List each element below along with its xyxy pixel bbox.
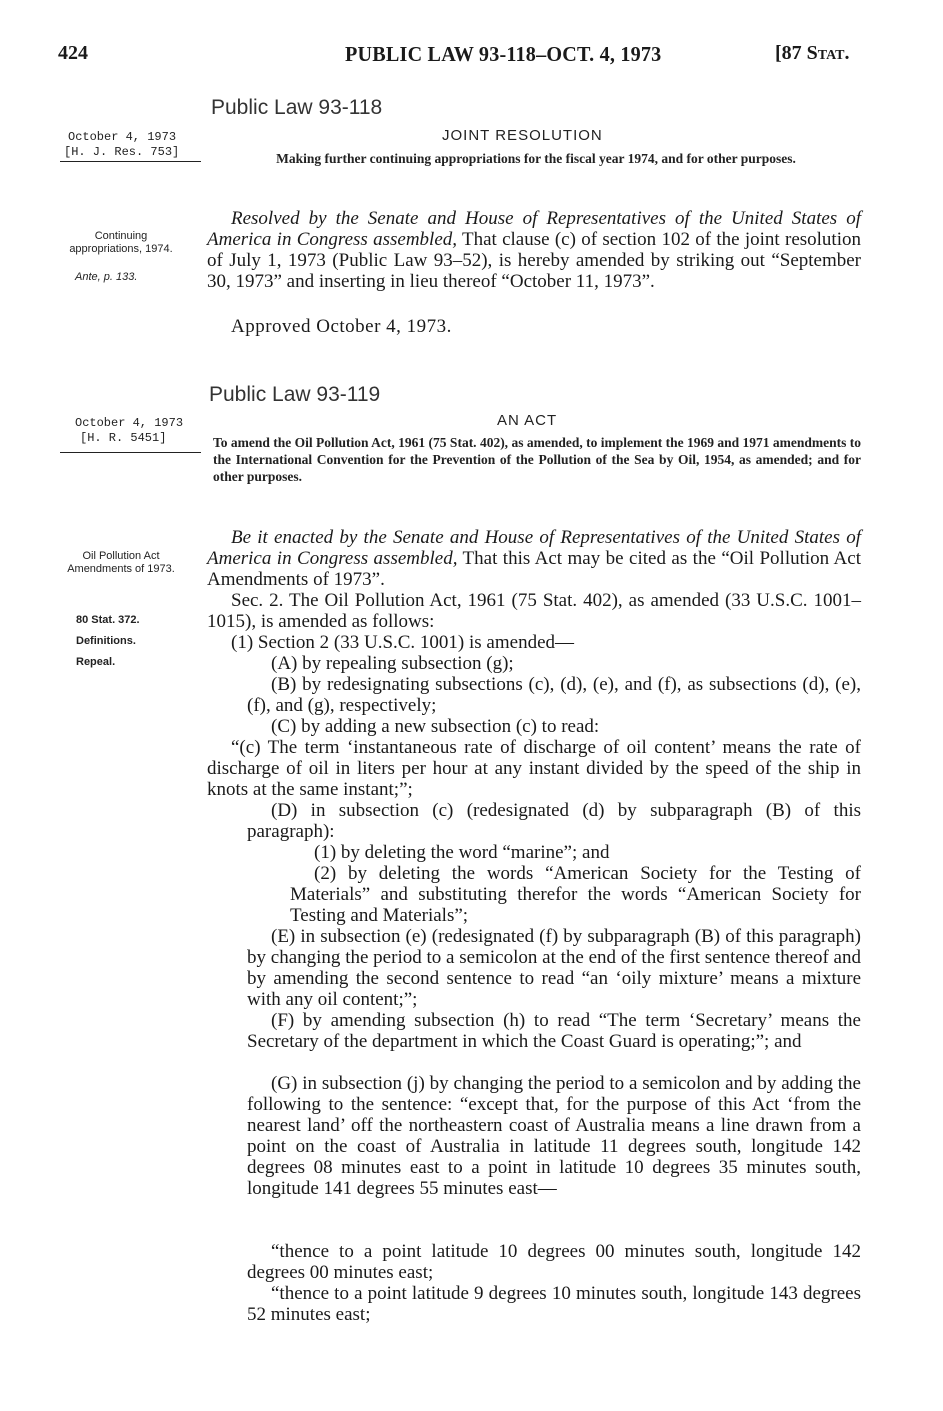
stat-reference-label: Stat. bbox=[806, 42, 850, 64]
law2-enacting-italic: Be it enacted by the Senate and House of Representatives of the United States of America in Congress assembled, bbox=[207, 527, 861, 569]
law1-enacting-clause bbox=[207, 208, 861, 292]
law1-enacting-italic: Resolved by the Senate and House of Representatives of the United States of America in Congress assembled, bbox=[207, 208, 861, 250]
law1-purpose: Making further continuing appropriations for the fiscal year 1974, and for other purposes. bbox=[276, 151, 796, 166]
law1-enacting-rest: That clause (c) of section 102 of the joint resolution of July 1, 1973 (Public Law 93–52), is hereby amended by striking out “September 30, 1973” and inserting in lieu thereof “October 11, 1973”. bbox=[207, 229, 861, 292]
law2-item-G: (G) in subsection (j) by changing the period to a semicolon and by adding the following to the sentence: “except that, for the purpose of this Act ‘from the nearest land’ off the northeastern coast of Australia means a line drawn from a point on the coast of Australia in latitude 11 degrees south, longitude 142 degrees 08 minutes east to a point in latitude 10 degrees 35 minutes south, longitude 141 degrees 55 minutes east— bbox=[247, 1073, 861, 1199]
law2-item-D2: (2) by deleting the words “American Society for the Testing of Materials” and substituting therefor the words “American Society for Testing and Materials”; bbox=[290, 863, 861, 926]
law2-heading: AN ACT bbox=[497, 412, 558, 429]
law2-quote-c: “(c) The term ‘instantaneous rate of discharge of oil content’ means the rate of discharge of oil in liters per hour at any instant divided by the speed of the ship in knots at the same instant;”; bbox=[207, 737, 861, 800]
law1-title: Public Law 93-118 bbox=[211, 96, 383, 119]
law2-item-B: (B) by redesignating subsections (c), (d), (e), and (f), as subsections (d), (e), (f), and (g), respectively; bbox=[247, 674, 861, 716]
law1-approved: Approved October 4, 1973. bbox=[231, 316, 452, 337]
running-title: PUBLIC LAW 93-118–OCT. 4, 1973 bbox=[345, 42, 662, 66]
law2-purpose bbox=[213, 434, 861, 485]
law1-margin-rule bbox=[60, 161, 201, 162]
law2-thence-1: “thence to a point latitude 10 degrees 00 minutes south, longitude 142 degrees 00 minutes east; bbox=[247, 1241, 861, 1283]
stat-reference bbox=[775, 42, 850, 65]
law2-margin-note-3: Definitions. bbox=[76, 635, 136, 647]
law1-margin-ref: [H. J. Res. 753] bbox=[64, 145, 180, 159]
law2-margin-note-2: 80 Stat. 372. bbox=[76, 614, 140, 626]
law2-item-C: (C) by adding a new subsection (c) to read: bbox=[271, 716, 600, 737]
law2-item-E: (E) in subsection (e) (redesignated (f) by subparagraph (B) of this paragraph) by changing the period to a semicolon at the end of the first sentence thereof and by amending the second sentence to read “an ‘oily mixture’ means a mixture with any oil content;”; bbox=[247, 926, 861, 1010]
law1-margin-note-1: Continuing appropriations, 1974. bbox=[69, 230, 173, 255]
law2-margin-note-1: Oil Pollution Act Amendments of 1973. bbox=[67, 550, 175, 575]
law2-margin-date: October 4, 1973 bbox=[75, 416, 184, 430]
law1-heading: JOINT RESOLUTION bbox=[442, 127, 603, 144]
law2-item-D: (D) in subsection (c) (redesignated (d) by subparagraph (B) of this paragraph): bbox=[247, 800, 861, 842]
law2-title: Public Law 93-119 bbox=[209, 383, 381, 406]
law1-margin-note-2: Ante, p. 133. bbox=[75, 271, 138, 283]
law2-purpose-text: To amend the Oil Pollution Act, 1961 (75 Stat. 402), as amended, to implement the 1969 and 1971 amendments to the International Convention for the Prevention of the Pollution of the Sea by Oil, 1954, as amended; and for other purposes. bbox=[213, 435, 861, 484]
law2-thence-2: “thence to a point latitude 9 degrees 10 minutes south, longitude 143 degrees 52 minutes east; bbox=[247, 1283, 861, 1325]
law2-item-F: (F) by amending subsection (h) to read “The term ‘Secretary’ means the Secretary of the department in which the Coast Guard is operating;”; and bbox=[247, 1010, 861, 1052]
stat-reference-number: [87 bbox=[775, 42, 807, 64]
law2-item-1: (1) Section 2 (33 U.S.C. 1001) is amended— bbox=[231, 632, 575, 653]
law1-margin-date: October 4, 1973 bbox=[68, 130, 177, 144]
law2-margin-rule bbox=[60, 452, 201, 453]
page-number: 424 bbox=[58, 42, 88, 64]
law2-sec2: Sec. 2. The Oil Pollution Act, 1961 (75 Stat. 402), as amended (33 U.S.C. 1001–1015), is amended as follows: bbox=[207, 590, 861, 632]
law2-margin-note-4: Repeal. bbox=[76, 656, 116, 668]
law2-enacting-rest: That this Act may be cited as the “Oil Pollution Act Amendments of 1973”. bbox=[207, 548, 861, 590]
law2-enacting-clause bbox=[207, 527, 861, 590]
law2-item-A: (A) by repealing subsection (g); bbox=[271, 653, 514, 674]
law2-margin-ref: [H. R. 5451] bbox=[80, 431, 167, 445]
law2-item-D1: (1) by deleting the word “marine”; and bbox=[314, 842, 610, 863]
